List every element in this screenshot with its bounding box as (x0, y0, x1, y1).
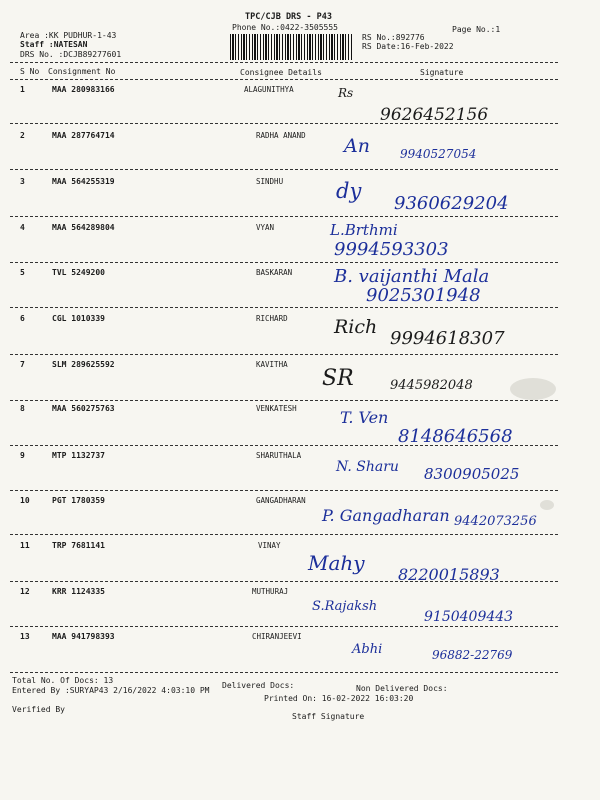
row-signature: Mahy (308, 551, 365, 575)
row-signature: An (344, 135, 370, 157)
row-sno: 7 (20, 360, 25, 369)
column-divider (10, 79, 558, 80)
row-signature: B. vaijanthi Mala (334, 266, 490, 287)
table-row (0, 131, 600, 179)
row-sno: 12 (20, 587, 30, 596)
document-title: TPC/CJB DRS - P43 (245, 12, 332, 22)
row-signature: P. Gangadharan (322, 506, 450, 525)
row-consignee: VENKATESH (256, 404, 297, 413)
row-phone: 9994593303 (334, 239, 449, 260)
row-divider (10, 123, 558, 124)
row-divider (10, 445, 558, 446)
column-signature: Signature (420, 68, 464, 77)
staff-label: Staff :NATESAN (20, 40, 88, 49)
staff-signature: Staff Signature (292, 712, 365, 721)
row-consignee: GANGADHARAN (256, 496, 306, 505)
row-phone: 9626452156 (380, 105, 489, 125)
table-row (0, 223, 600, 271)
row-sno: 9 (20, 451, 25, 460)
row-signature: Rs (338, 86, 354, 100)
row-divider (10, 354, 558, 355)
row-consignment: MAA 560275763 (52, 404, 115, 413)
row-sno: 8 (20, 404, 25, 413)
table-row (0, 268, 600, 316)
row-consignment: SLM 289625592 (52, 360, 115, 369)
row-sno: 11 (20, 541, 30, 550)
page-number: Page No.:1 (452, 25, 501, 34)
row-signature: S.Rajaksh (312, 599, 378, 614)
phone-number: Phone No.:0422-3505555 (232, 23, 338, 32)
row-consignment: MAA 941798393 (52, 632, 115, 641)
row-sno: 3 (20, 177, 25, 186)
row-consignee: RICHARD (256, 314, 288, 323)
row-phone: 96882-22769 (432, 648, 513, 662)
row-consignment: KRR 1124335 (52, 587, 105, 596)
entered-by: Entered By :SURYAP43 2/16/2022 4:03:10 PM (12, 686, 210, 695)
ink-smudge (510, 378, 556, 400)
row-consignment: MAA 287764714 (52, 131, 115, 140)
row-consignee: SINDHU (256, 177, 284, 186)
table-row (0, 587, 600, 635)
row-phone: 9442073256 (454, 514, 537, 529)
row-consignment: CGL 1010339 (52, 314, 105, 323)
row-divider (10, 672, 558, 673)
row-consignee: VYAN (256, 223, 275, 232)
row-consignee: RADHA ANAND (256, 131, 306, 140)
row-consignee: VINAY (258, 541, 281, 550)
row-divider (10, 626, 558, 627)
row-phone: 9994618307 (390, 328, 505, 349)
row-phone: 9150409443 (424, 609, 514, 625)
row-phone: 9445982048 (390, 378, 473, 393)
non-delivered-docs: Non Delivered Docs: (356, 684, 448, 693)
verified-by: Verified By (12, 705, 65, 714)
row-signature: T. Ven (340, 408, 389, 427)
row-divider (10, 262, 558, 263)
row-signature: L.Brthmi (330, 221, 398, 239)
row-consignment: MAA 564255319 (52, 177, 115, 186)
table-row (0, 85, 600, 133)
row-consignee: CHIRANJEEVI (252, 632, 302, 641)
rs-number: RS No.:892776 (362, 33, 425, 42)
row-phone: 9360629204 (394, 193, 509, 214)
rs-date: RS Date:16-Feb-2022 (362, 42, 454, 51)
row-consignment: PGT 1780359 (52, 496, 105, 505)
delivered-docs: Delivered Docs: (222, 681, 295, 690)
column-sno: S No (20, 67, 40, 76)
row-signature: SR (322, 366, 354, 391)
row-sno: 5 (20, 268, 25, 277)
row-phone: 9940527054 (400, 147, 477, 161)
drs-number: DRS No. :DCJB89277601 (20, 50, 122, 59)
barcode (230, 34, 352, 60)
column-consignment: Consignment No (48, 67, 116, 76)
row-divider (10, 169, 558, 170)
row-sno: 13 (20, 632, 30, 641)
row-phone: 9025301948 (366, 285, 481, 306)
row-signature: N. Sharu (336, 459, 399, 475)
row-divider (10, 307, 558, 308)
row-signature: Abhi (352, 642, 383, 657)
row-consignment: TRP 7681141 (52, 541, 105, 550)
row-sno: 10 (20, 496, 30, 505)
row-consignment: MAA 564289804 (52, 223, 115, 232)
row-phone: 8148646568 (398, 426, 513, 447)
total-docs: Total No. Of Docs: 13 (12, 676, 114, 685)
row-sno: 4 (20, 223, 25, 232)
table-row (0, 451, 600, 499)
row-consignment: MTP 1132737 (52, 451, 105, 460)
printed-on: Printed On: 16-02-2022 16:03:20 (264, 694, 414, 703)
table-row (0, 177, 600, 225)
row-divider (10, 400, 558, 401)
row-phone: 8220015893 (398, 565, 500, 584)
row-consignee: KAVITHA (256, 360, 288, 369)
row-consignee: SHARUTHALA (256, 451, 302, 460)
row-sno: 1 (20, 85, 25, 94)
row-phone: 8300905025 (424, 465, 520, 483)
row-sno: 2 (20, 131, 25, 140)
row-divider (10, 534, 558, 535)
row-divider (10, 581, 558, 582)
row-sno: 6 (20, 314, 25, 323)
column-consignee: Consignee Details (240, 68, 322, 77)
row-signature: dy (336, 179, 362, 203)
header-divider (10, 62, 558, 63)
row-signature: Rich (334, 316, 378, 338)
row-consignee: ALAGUNITHYA (244, 85, 294, 94)
row-consignee: BASKARAN (256, 268, 293, 277)
row-consignment: TVL 5249200 (52, 268, 105, 277)
table-row (0, 496, 600, 544)
area-label: Area :KK PUDHUR-1-43 (20, 31, 117, 40)
row-consignment: MAA 280983166 (52, 85, 115, 94)
ink-smudge (540, 500, 554, 510)
row-divider (10, 216, 558, 217)
row-divider (10, 490, 558, 491)
row-consignee: MUTHURAJ (252, 587, 289, 596)
